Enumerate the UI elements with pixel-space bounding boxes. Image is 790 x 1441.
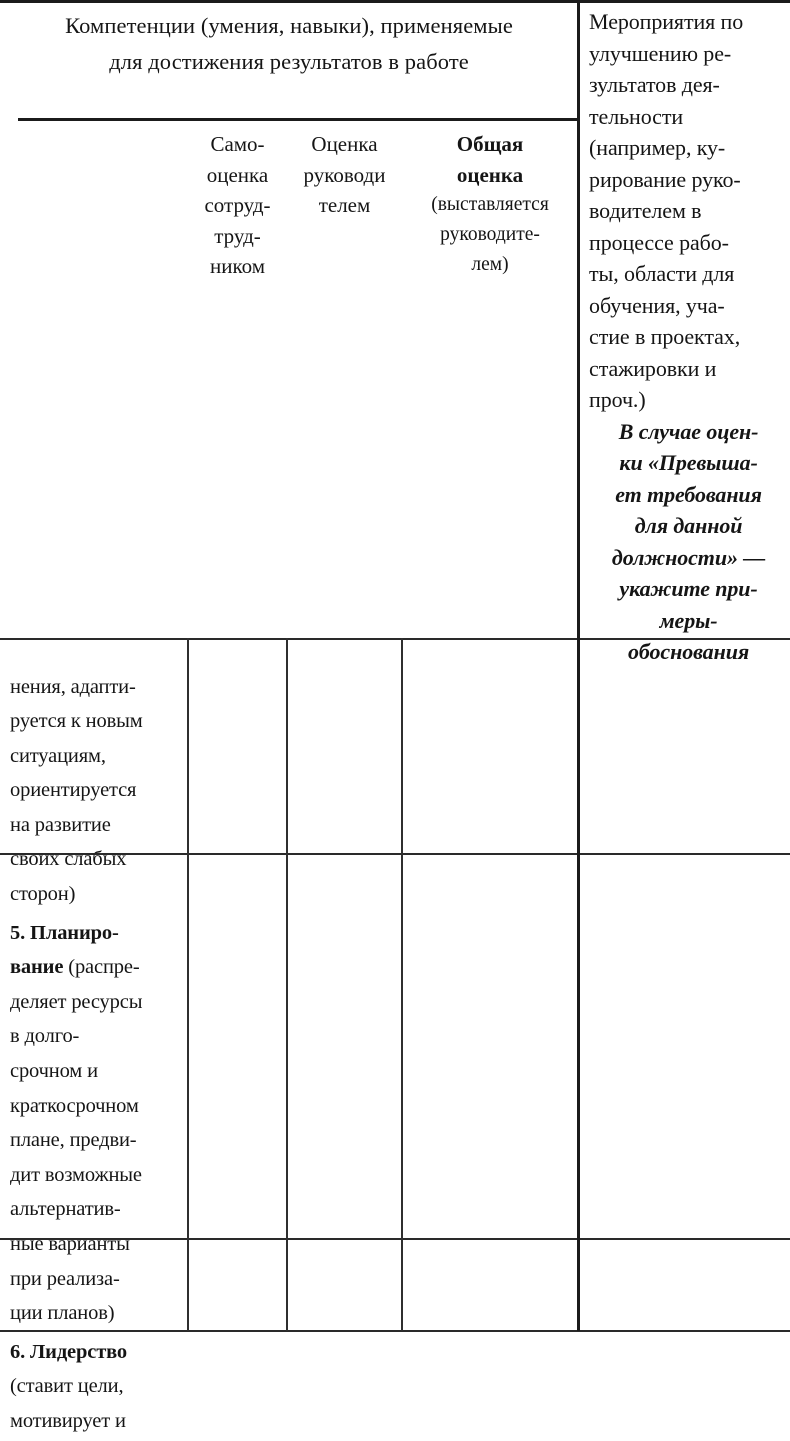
row1-line-5: на развитие [10,813,111,836]
row2-title-line-2: вание [10,956,64,979]
column-separator-self [187,638,189,1331]
row1-line-2: руется к новым [10,710,143,733]
sub-overall-line-5: лем) [471,254,509,276]
header-cell-overall-assessment [402,123,578,667]
sub-self-line-1: Само- [210,132,265,157]
competency-text-3 [0,1333,188,1441]
table-row [0,1333,790,1441]
header-actions-emph-line-4: для данной [634,513,743,538]
header-actions-line-10: обучения, уча- [589,292,725,318]
header-cell-self-assessment [188,123,287,667]
header-actions-line-13: проч.) [589,387,646,412]
header-actions-line-2: улучшению ре- [589,40,732,66]
cell-overall-assessment-3[interactable] [402,1333,578,1441]
sub-manager-line-3: телем [318,193,371,218]
sub-overall-line-2: оценка [456,162,524,187]
header-cell-blank [0,123,188,667]
header-actions-line-5: (например, ку- [589,135,726,160]
cell-improvement-actions-3[interactable] [578,1333,790,1441]
table-row [0,668,790,914]
header-competency-line-1: Компетенции (умения, навыки), применяемые [65,13,513,38]
header-actions-line-3: зультатов дея- [589,72,720,97]
cell-manager-assessment-1[interactable] [287,668,402,914]
header-actions-line-12: стажировки и [589,355,717,381]
sub-overall-line-1: Общая [456,132,524,157]
table-top-border [0,0,790,3]
row-divider-2 [0,853,790,855]
header-actions-emph-line-6: укажите при- [619,576,758,601]
cell-overall-assessment-1[interactable] [402,668,578,914]
sub-self-line-3: сотруд- [204,193,271,218]
cell-self-assessment-1[interactable] [188,668,287,914]
row2-line-12: ции планов) [10,1302,115,1325]
header-actions-title [578,0,790,668]
header-actions-emph-line-1: В случае оцен- [618,418,759,444]
row-divider-3 [0,1238,790,1240]
competency-text-1 [0,668,188,914]
header-competency-title [0,0,578,80]
table-bottom-border [0,1330,790,1332]
header-manager-assessment-label [287,123,402,221]
row2-line-10: ные варианты [10,1233,130,1255]
row2-line-9: альтернатив- [10,1198,121,1221]
row1-line-1: нения, адапти- [10,675,136,698]
header-actions-line-7: водителем в [589,198,702,223]
sub-overall-line-3: (выставляется [431,194,549,216]
cell-manager-assessment-2[interactable] [287,914,402,1333]
competency-text-2 [0,914,188,1333]
sub-self-line-4: труд- [214,223,261,248]
row3-line-2: (ставит цели, [10,1375,124,1398]
cell-overall-assessment-2[interactable] [402,914,578,1333]
header-overall-assessment-note [406,190,574,280]
header-cell-actions [578,0,790,668]
header-competency-line-2: для достижения результатов в работе [109,49,469,74]
cell-self-assessment-3[interactable] [188,1333,287,1441]
sub-manager-line-1: Оценка [311,132,378,157]
header-cell-manager-assessment [287,123,402,667]
row2-line-5: срочном и [10,1060,98,1083]
cell-competency-1 [0,668,188,914]
header-actions-line-6: рирование руко- [589,166,741,192]
header-actions-line-1: Мероприятия по [589,9,744,34]
row3-line-3: мотивирует и [10,1409,126,1432]
header-actions-emph-line-5: должности» — [611,544,766,570]
row2-line-2-rest: (распре- [63,956,140,979]
sub-self-line-5: ником [209,254,265,279]
row1-line-3: ситуациям, [10,744,106,767]
header-actions-line-4: тельности [589,103,684,129]
row2-line-3: деляет ресурсы [10,990,143,1013]
row1-line-6: своих слабых [10,848,127,871]
row1-line-4: ориентируется [10,779,137,802]
sub-overall-line-4: руководите- [440,224,540,246]
table-row [0,914,790,1333]
cell-improvement-actions-2[interactable] [578,914,790,1333]
column-separator-actions [577,0,580,1331]
row2-line-4: в долго- [10,1025,80,1048]
row2-line-11: при реализа- [10,1267,120,1290]
cell-manager-assessment-3[interactable] [287,1333,402,1441]
cell-improvement-actions-1[interactable] [578,668,790,914]
sub-self-line-2: оценка [206,162,269,187]
header-actions-emph-line-3: ет требования [615,481,762,507]
row2-line-6: краткосрочном [10,1094,139,1117]
row2-line-7: плане, предви- [10,1129,137,1152]
header-actions-line-8: процессе рабо- [589,229,729,255]
row-divider-1 [0,638,790,640]
sub-manager-line-2: руководи [303,162,386,187]
cell-competency-2 [0,914,188,1333]
header-cell-competency [0,0,578,123]
row2-title-line-1: 5. Планиро- [10,921,119,944]
header-overall-assessment-label [402,123,578,280]
header-actions-emph-line-2: ки «Превыша- [619,450,758,475]
cell-self-assessment-2[interactable] [188,914,287,1333]
header-row-main [0,0,790,123]
header-actions-line-9: ты, области для [589,261,735,286]
column-separator-overall [401,638,403,1331]
header-actions-emphasis [589,416,782,668]
header-actions-emph-line-7: меры- [659,607,718,633]
header-actions-line-11: стие в проектах, [589,324,741,349]
header-divider-left [18,118,578,121]
cell-competency-3 [0,1333,188,1441]
header-self-assessment-label [188,123,287,282]
row1-line-7: сторон) [10,883,76,906]
row3-title: 6. Лидерство [10,1340,128,1363]
row2-line-8: дит возможные [10,1163,142,1186]
header-actions-emph-line-8: обоснования [628,639,750,664]
column-separator-manager [286,638,288,1331]
